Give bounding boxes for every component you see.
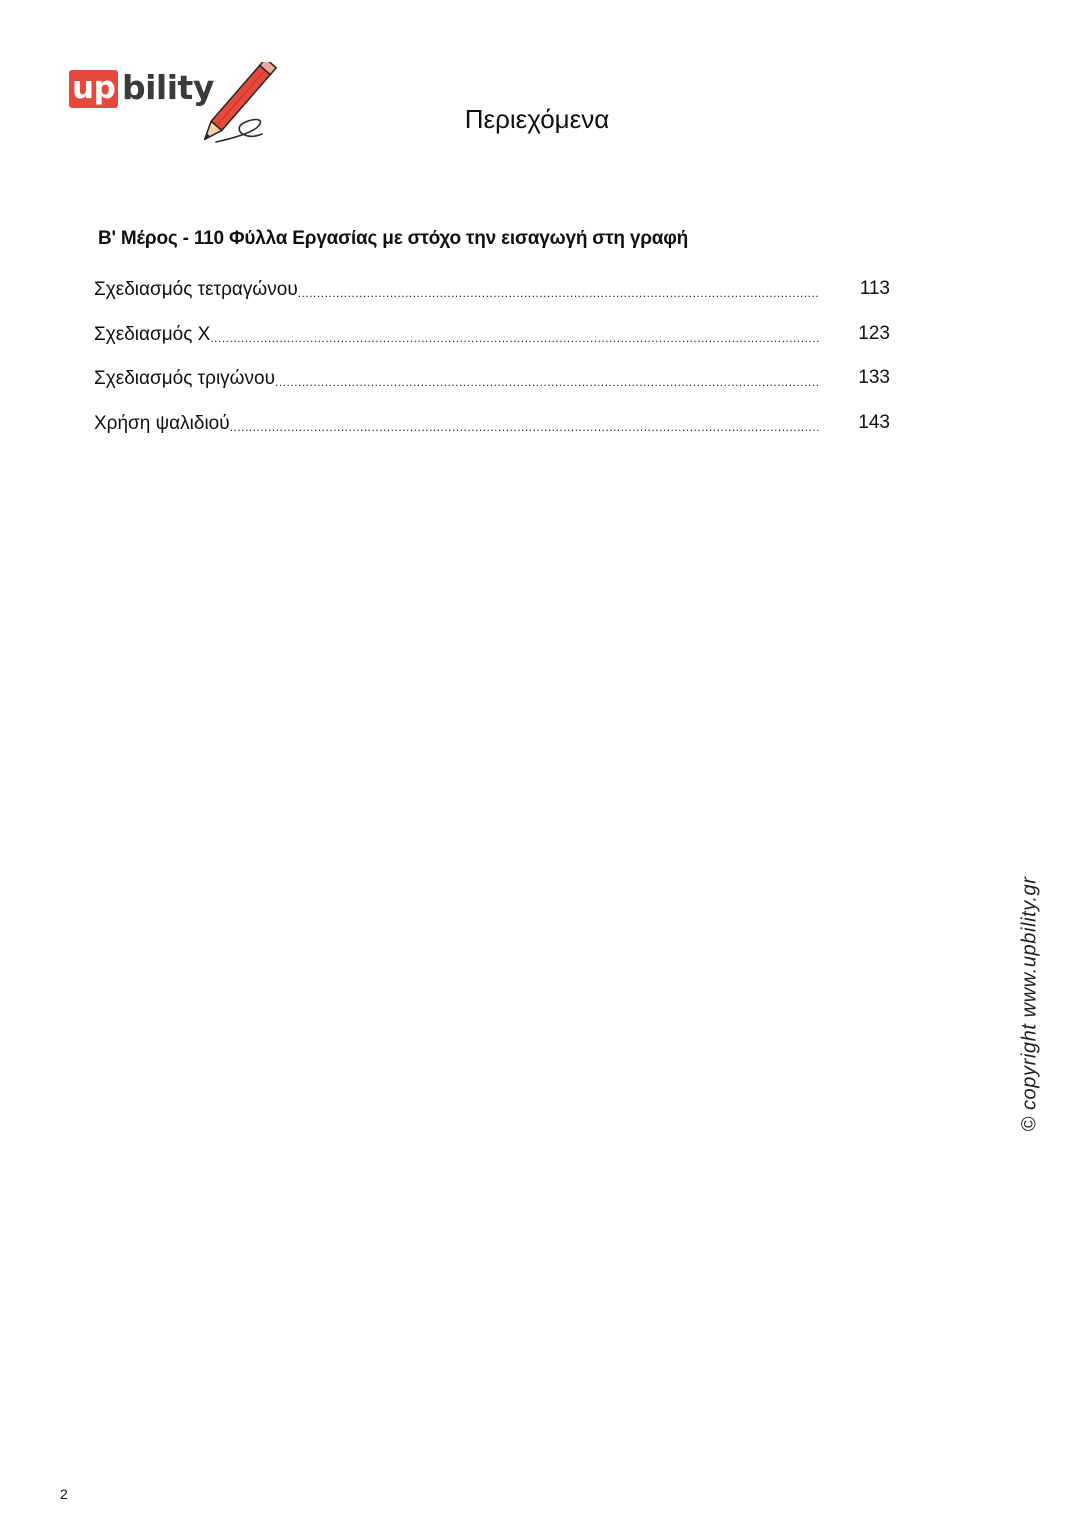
toc-entry-page: 113 bbox=[859, 278, 890, 299]
toc-dot-leader bbox=[210, 321, 820, 352]
toc-entry-title: Σχεδιασμός Χ bbox=[94, 321, 210, 349]
toc-entry-page: 143 bbox=[858, 411, 890, 433]
toc-dot-leader bbox=[275, 365, 820, 396]
toc-entry[interactable] bbox=[94, 365, 890, 410]
page-number: 2 bbox=[60, 1486, 68, 1502]
toc-dot-leader bbox=[298, 276, 820, 307]
table-of-contents bbox=[94, 276, 890, 454]
section-heading: Β' Μέρος - 110 Φύλλα Εργασίας με στόχο την εισαγωγή στη γραφή bbox=[98, 228, 689, 249]
logo-text-up: up bbox=[69, 70, 118, 108]
toc-entry-page: 133 bbox=[858, 367, 890, 388]
page-title: Περιεχόμενα bbox=[464, 104, 610, 134]
toc-dot-leader bbox=[230, 410, 820, 441]
toc-entry-page: 123 bbox=[858, 322, 890, 344]
toc-entry-title: Σχεδιασμός τετραγώνου bbox=[94, 276, 298, 304]
toc-entry[interactable] bbox=[94, 321, 890, 366]
toc-entry-title: Σχεδιασμός τριγώνου bbox=[94, 365, 275, 393]
toc-entry-title: Χρήση ψαλιδιού bbox=[94, 410, 230, 438]
logo-text-bility: bility bbox=[122, 68, 214, 107]
toc-entry[interactable] bbox=[94, 410, 890, 455]
toc-entry[interactable] bbox=[94, 276, 890, 321]
copyright-notice: © copyright www.upbility.gr bbox=[1018, 876, 1041, 1132]
